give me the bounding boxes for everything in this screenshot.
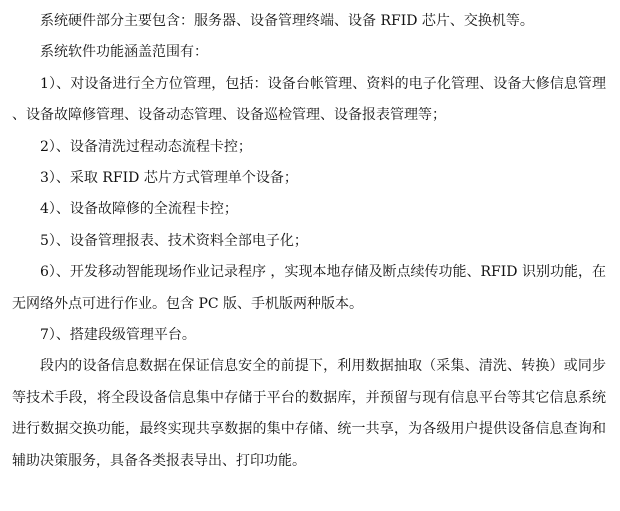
list-item-2: 2）、设备清洗过程动态流程卡控； [40, 138, 252, 155]
list-item-5: 5）、设备管理报表、技术资料全部电子化； [40, 232, 308, 249]
list-item-7: 7）、搭建段级管理平台。 [40, 327, 196, 344]
paragraph-software-scope: 系统软件功能涵盖范围有： [40, 44, 208, 61]
list-item-1: 1）、对设备进行全方位管理，包括：设备台帐管理、资料的电子化管理、设备大修信息管理 、设备故障修管理、设备动态管理、设备巡检管理、设备报表管理等； [12, 75, 606, 124]
list-item-6: 6）、开发移动智能现场作业记录程序 ，实现本地存储及断点续传功能、RFID 识别功能，在无网络外点可进行作业。包含 PC 版、手机版两种版本。 [12, 264, 606, 312]
paragraph-hardware: 系统硬件部分主要包含：服务器、设备管理终端、设备 RFID 芯片、交换机等。 [40, 13, 534, 29]
list-item-3: 3）、采取 RFID 芯片方式管理单个设备； [40, 170, 298, 187]
list-item-4: 4）、设备故障修的全流程卡控； [40, 201, 238, 218]
paragraph-platform: 段内的设备信息数据在保证信息安全的前提下，利用数据抽取（采集、清洗、转换）或同步等技术手段，将全段设备信息集中存储于平台的数据库，并预留与现有信息平台等其它信息系统进行数据交换功能，最终实现共享数据的集中存储、统一共享，为各级用户提供设备信息查询和辅助决策服务，具备各类报表导出、打印功能。 [12, 358, 606, 469]
